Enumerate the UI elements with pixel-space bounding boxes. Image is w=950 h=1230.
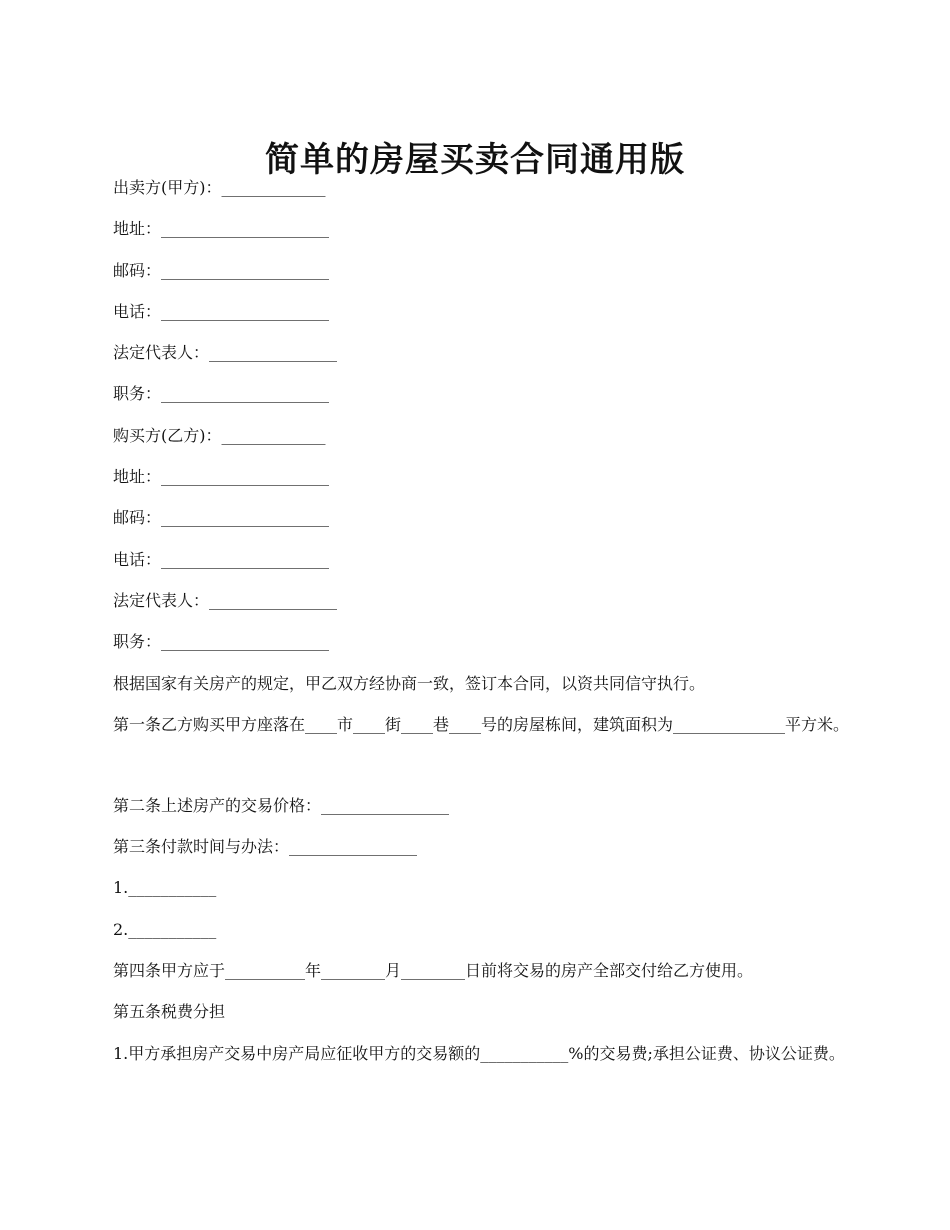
article-3-item-1: 1.___________	[113, 878, 217, 898]
preamble-paragraph: 根据国家有关房产的规定，甲乙双方经协商一致，签订本合同，以资共同信守执行。	[113, 673, 706, 693]
seller-phone-line: 电话：_____________________	[113, 301, 330, 321]
buyer-address-line: 地址：_____________________	[113, 467, 330, 487]
seller-line: 出卖方(甲方)：_____________	[113, 178, 326, 197]
seller-address-line: 地址：_____________________	[113, 219, 330, 239]
article-5-heading: 第五条税费分担	[113, 1002, 226, 1022]
buyer-phone-line: 电话：_____________________	[113, 549, 330, 569]
buyer-legal-rep-line: 法定代表人：________________	[113, 590, 338, 610]
seller-legal-rep-line: 法定代表人：________________	[113, 343, 338, 363]
article-1-paragraph: 第一条乙方购买甲方座落在____市____街____巷____号的房屋栋间，建筑面积为______________平方米。	[113, 714, 850, 734]
document-body	[113, 176, 853, 1106]
article-4-paragraph: 第四条甲方应于__________年________月________日前将交易的房产全部交付给乙方使用。	[113, 961, 754, 981]
seller-zip-line: 邮码：_____________________	[113, 260, 330, 280]
article-5-item-1: 1.甲方承担房产交易中房产局应征收甲方的交易额的___________%的交易费;承担公证费、协议公证费。	[113, 1043, 845, 1063]
article-3-item-2: 2.___________	[113, 919, 217, 939]
seller-position-line: 职务：_____________________	[113, 384, 330, 404]
article-2-paragraph: 第二条上述房产的交易价格：________________	[113, 795, 450, 815]
article-3-paragraph: 第三条付款时间与办法：________________	[113, 837, 418, 857]
document-title: 简单的房屋买卖合同通用版	[265, 139, 685, 180]
buyer-line: 购买方(乙方)：_____________	[113, 425, 326, 445]
buyer-zip-line: 邮码：_____________________	[113, 508, 330, 528]
buyer-position-line: 职务：_____________________	[113, 632, 330, 652]
